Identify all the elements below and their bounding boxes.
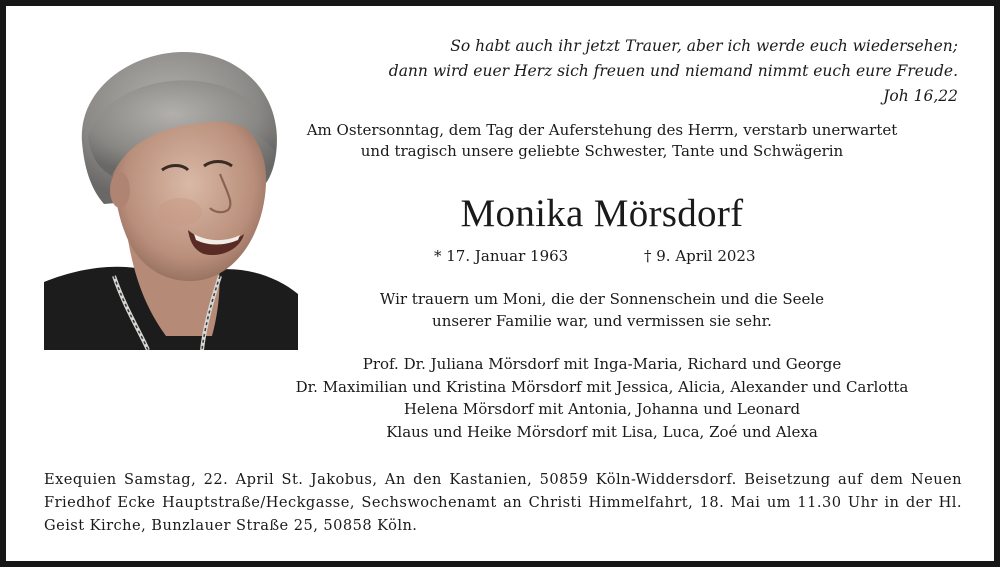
portrait-illustration bbox=[44, 44, 298, 350]
death-announcement bbox=[302, 120, 902, 162]
deceased-name: Monika Mörsdorf bbox=[460, 192, 744, 235]
portrait-photo bbox=[44, 44, 298, 350]
life-dates bbox=[302, 246, 902, 266]
bible-quote bbox=[358, 34, 958, 109]
quote-reference: Joh 16,22 bbox=[883, 87, 958, 105]
mourner-family: Prof. Dr. Juliana Mörsdorf mit Inga-Maria, Richard und George bbox=[362, 355, 842, 373]
mourner-family: Helena Mörsdorf mit Antonia, Johanna und Leonard bbox=[403, 400, 801, 418]
birth-date: * 17. Januar 1963 bbox=[434, 247, 569, 265]
quote-line: dann wird euer Herz sich freuen und niemand nimmt euch eure Freude. bbox=[388, 62, 958, 80]
mourners-list bbox=[282, 353, 922, 443]
mourning-message bbox=[302, 288, 902, 332]
mourning-line: unserer Familie war, und vermissen sie sehr. bbox=[432, 312, 772, 330]
announcement-line: Am Ostersonntag, dem Tag der Auferstehung des Herrn, verstarb unerwartet bbox=[306, 121, 898, 139]
mourner-family: Klaus und Heike Mörsdorf mit Lisa, Luca, Zoé und Alexa bbox=[386, 422, 818, 441]
mourner-family: Dr. Maximilian und Kristina Mörsdorf mit Jessica, Alicia, Alexander und Carlotta bbox=[295, 377, 909, 396]
announcement-line: und tragisch unsere geliebte Schwester, Tante und Schwägerin bbox=[360, 142, 844, 160]
death-date: † 9. April 2023 bbox=[644, 247, 756, 265]
quote-line: So habt auch ihr jetzt Trauer, aber ich werde euch wiedersehen; bbox=[450, 37, 958, 55]
mourning-line: Wir trauern um Moni, die der Sonnenschein und die Seele bbox=[379, 290, 825, 308]
funeral-details: Exequien Samstag, 22. April St. Jakobus, An den Kastanien, 50859 Köln-Widdersdorf. Beisetzung auf dem Neuen Friedhof Ecke Hauptstraße/Heckgasse, Sechswochenamt an Christi Himmelfahrt, 18. Mai um 11.30 Uhr in der Hl. Geist Kirche, Bunzlauer Straße 25, 50858 Köln. bbox=[44, 471, 962, 534]
